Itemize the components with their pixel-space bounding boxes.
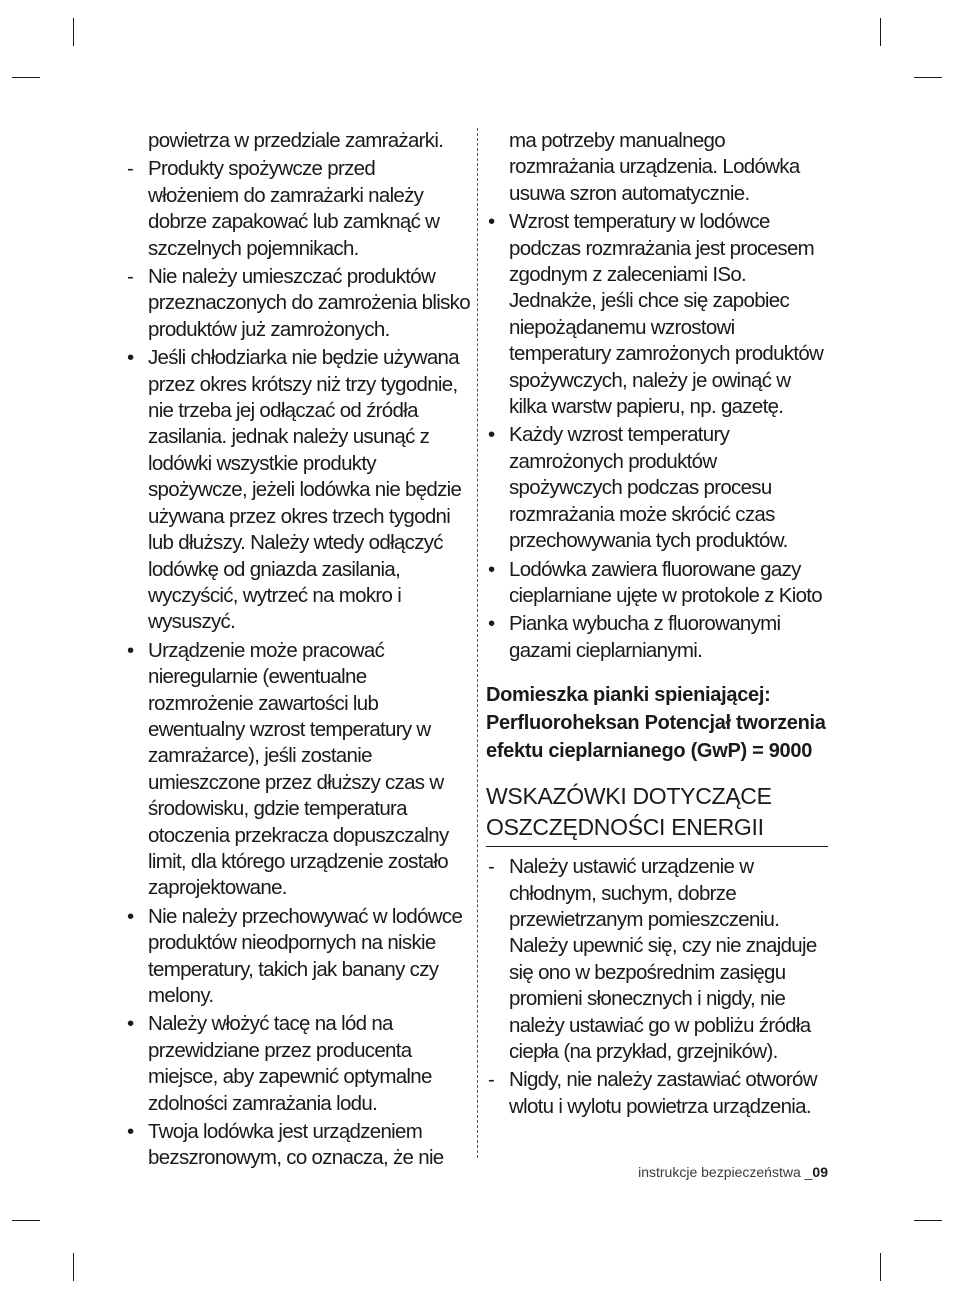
crop-mark — [73, 18, 74, 46]
list-item: - Należy ustawić urządzenie w chłodnym, suchym, dobrze przewietrzanym pomieszczeniu. Należy upewnić się, czy nie znajduje się ono w bezpośrednim zasięgu promieni słonecznych i nigdy, nie należy ustawiać go w pobliżu źródła ciepła (na przykład, grzejników). — [488, 855, 817, 1063]
crop-mark — [914, 1220, 942, 1221]
crop-mark — [73, 1253, 74, 1281]
list-item: • Wzrost temperatury w lodówce podczas rozmrażania jest procesem zgodnym z zaleceniami ISo. Jednakże, jeśli chce się zapobiec niepożądanemu wzrostowi temperatury zamrożonych produktów spożywczych, należy je owinąć w kilka warstw papieru, np. gazetę. — [488, 210, 824, 419]
list-item: • Lodówka zawiera fluorowane gazy cieplarniane ujęte w protokole z Kioto — [488, 557, 822, 607]
list-item: • Urządzenie może pracować nieregularnie (ewentualne rozmrożenie zawartości lub ewentualny wzrost temperatury w zamrażarce), jeśli zostanie umieszczone przez dłuższy czas w środowisku, gdzie temperatura otoczenia przekracza dopuszczalny limit, dla którego urządzenie zostało zaprojektowane. — [127, 638, 449, 900]
list-item: - Nigdy, nie należy zastawiać otworów wlotu i wylotu powietrza urządzenia. — [488, 1068, 817, 1118]
crop-mark — [12, 1220, 40, 1221]
list-item: • Jeśli chłodziarka nie będzie używana przez okres krótszy niż trzy tygodnie, nie trzeba jej odłączać od źródła zasilania. jednak należy usunąć z lodówki wszystkie produkty spożywcze, jeżeli lodówka nie będzie używana przez okres trzech tygodni lub dłuższy. Należy wtedy odłączyć lodówkę od gniazda zasilania, wyczyścić, wytrzeć na mokro i wysuszyć. — [127, 346, 462, 634]
crop-mark — [880, 18, 881, 46]
footer-label: instrukcje bezpieczeństwa _ — [638, 1164, 813, 1180]
page-number: 09 — [812, 1164, 828, 1180]
foam-agent-note: Domieszka pianki spieniającej: Perfluoroheksan Potencjał tworzenia efektu cieplarnianego (GwP) = 9000 — [486, 684, 826, 763]
list-marker: • — [127, 904, 134, 928]
list-marker: • — [488, 557, 495, 581]
list-item: • Nie należy przechowywać w lodówce produktów nieodpornych na niskie temperatury, takich jak banany czy melony. — [127, 904, 463, 1007]
list-marker: • — [127, 638, 134, 662]
list-item: • Pianka wybucha z fluorowanymi gazami cieplarnianymi. — [488, 612, 781, 662]
list-marker: • — [488, 423, 495, 447]
crop-mark — [12, 77, 40, 78]
list-marker: - — [127, 265, 134, 289]
list-marker: - — [488, 1068, 495, 1092]
list-item: ma potrzeby manualnego rozmrażania urządzenia. Lodówka usuwa szron automatycznie. — [509, 129, 800, 205]
list-marker: • — [488, 210, 495, 234]
list-marker: • — [127, 346, 134, 370]
list-marker: • — [127, 1120, 134, 1144]
list-item: • Należy włożyć tacę na lód na przewidziane przez producenta miejsce, aby zapewnić optymalne zdolności zamrażania lodu. — [127, 1012, 432, 1115]
page-footer — [638, 1164, 828, 1180]
right-column — [486, 128, 829, 1120]
list-item: • Twoja lodówka jest urządzeniem bezszronowym, co oznacza, że nie — [127, 1120, 444, 1170]
crop-mark — [914, 77, 942, 78]
list-item: powietrza w przedziale zamrażarki. — [148, 129, 444, 152]
section-title: WSKAZÓWKI DOTYCZĄCE OSZCZĘDNOŚCI ENERGII — [486, 781, 828, 847]
list-item: - Produkty spożywcze przed włożeniem do zamrażarki należy dobrze zapakować lub zamknąć w szczelnych pojemnikach. — [127, 157, 440, 260]
list-marker: - — [127, 157, 134, 181]
list-marker: • — [127, 1012, 134, 1036]
list-marker: - — [488, 855, 495, 879]
list-marker: • — [488, 612, 495, 636]
list-item: - Nie należy umieszczać produktów przeznaczonych do zamrożenia blisko produktów już zamrożonych. — [127, 265, 470, 341]
left-column — [125, 128, 470, 1172]
list-item: • Każdy wzrost temperatury zamrożonych produktów spożywczych podczas procesu rozmrażania może skrócić czas przechowywania tych produktów. — [488, 423, 788, 553]
column-divider — [477, 128, 478, 1158]
crop-mark — [880, 1253, 881, 1281]
